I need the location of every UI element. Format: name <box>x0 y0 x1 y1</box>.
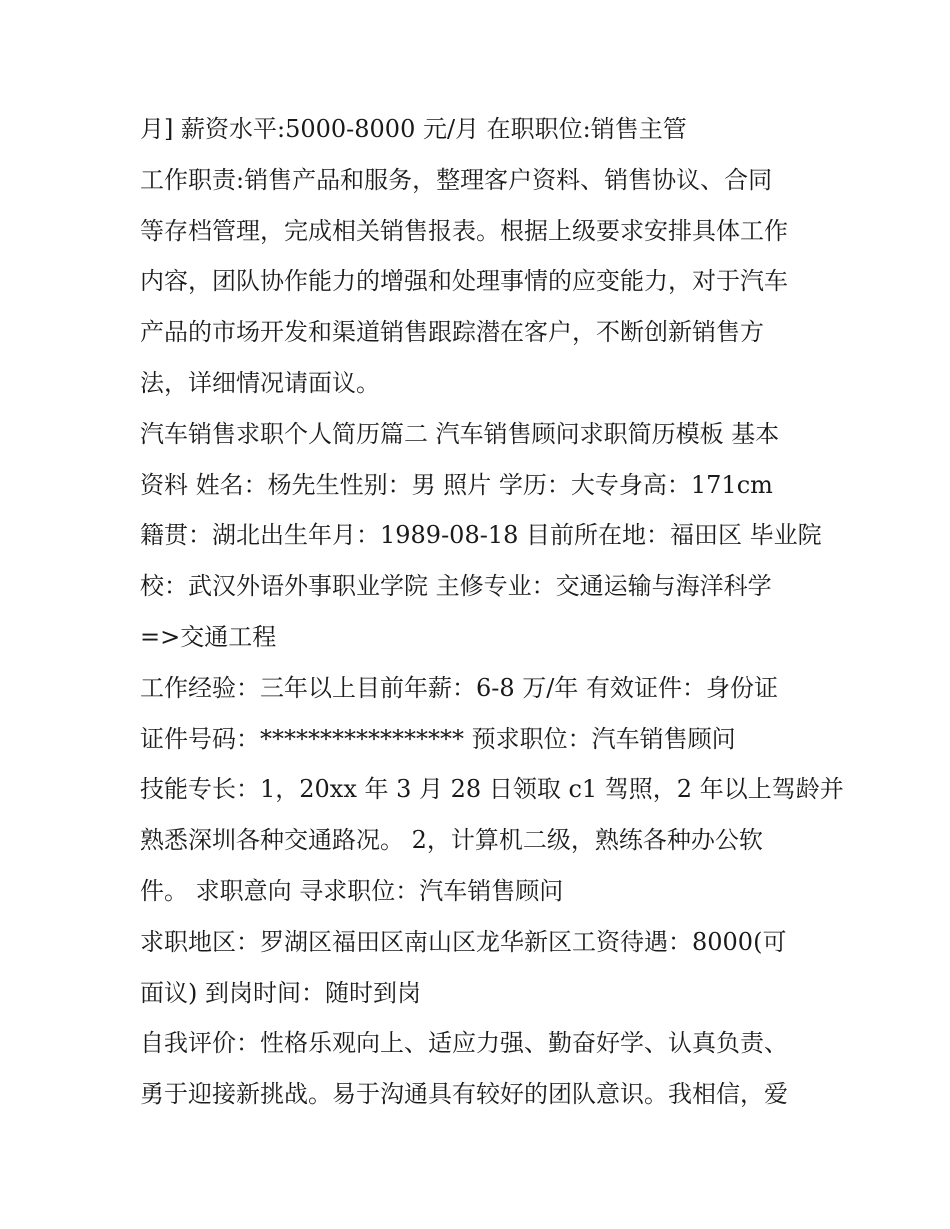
text-line: 熟悉深圳各种交通路况。 2，计算机二级，熟练各种办公软 <box>140 826 763 855</box>
document-body <box>140 104 844 1120</box>
text-line: 籍贯：湖北出生年月：1989-08-18 目前所在地：福田区 毕业院 <box>140 521 822 550</box>
text-line: 产品的市场开发和渠道销售跟踪潜在客户，不断创新销售方 <box>140 318 764 347</box>
text-line: 自我评价：性格乐观向上、适应力强、勤奋好学、认真负责、 <box>140 1029 788 1058</box>
text-line: 证件号码：***************** 预求职位：汽车销售顾问 <box>140 724 736 753</box>
text-line: 工作职责:销售产品和服务，整理客户资料、销售协议、合同 <box>140 165 773 194</box>
text-line: 校：武汉外语外事职业学院 主修专业：交通运输与海洋科学 <box>140 572 772 601</box>
text-line: 件。 求职意向 寻求职位：汽车销售顾问 <box>140 876 564 905</box>
text-line: 月] 薪资水平:5000-8000 元/月 在职职位:销售主管 <box>140 115 687 143</box>
text-line: 面议) 到岗时间：随时到岗 <box>140 978 421 1007</box>
text-line: 勇于迎接新挑战。易于沟通具有较好的团队意识。我相信，爱 <box>140 1080 788 1109</box>
text-line: 工作经验：三年以上目前年薪：6-8 万/年 有效证件：身份证 <box>140 673 778 702</box>
text-line: 技能专长：1，20xx 年 3 月 28 日领取 c1 驾照，2 年以上驾龄并 <box>140 775 844 804</box>
text-line: 求职地区：罗湖区福田区南山区龙华新区工资待遇：8000(可 <box>140 927 787 956</box>
text-line: 内容，团队协作能力的增强和处理事情的应变能力，对于汽车 <box>140 267 788 296</box>
text-line: 法，详细情况请面议。 <box>140 368 380 397</box>
text-line: 资料 姓名：杨先生性别：男 照片 学历：大专身高：171cm <box>140 470 773 499</box>
text-line: 等存档管理，完成相关销售报表。根据上级要求安排具体工作 <box>140 216 788 245</box>
text-line: =>交通工程 <box>140 622 277 651</box>
text-line: 汽车销售求职个人简历篇二 汽车销售顾问求职简历模板 基本 <box>140 419 780 448</box>
